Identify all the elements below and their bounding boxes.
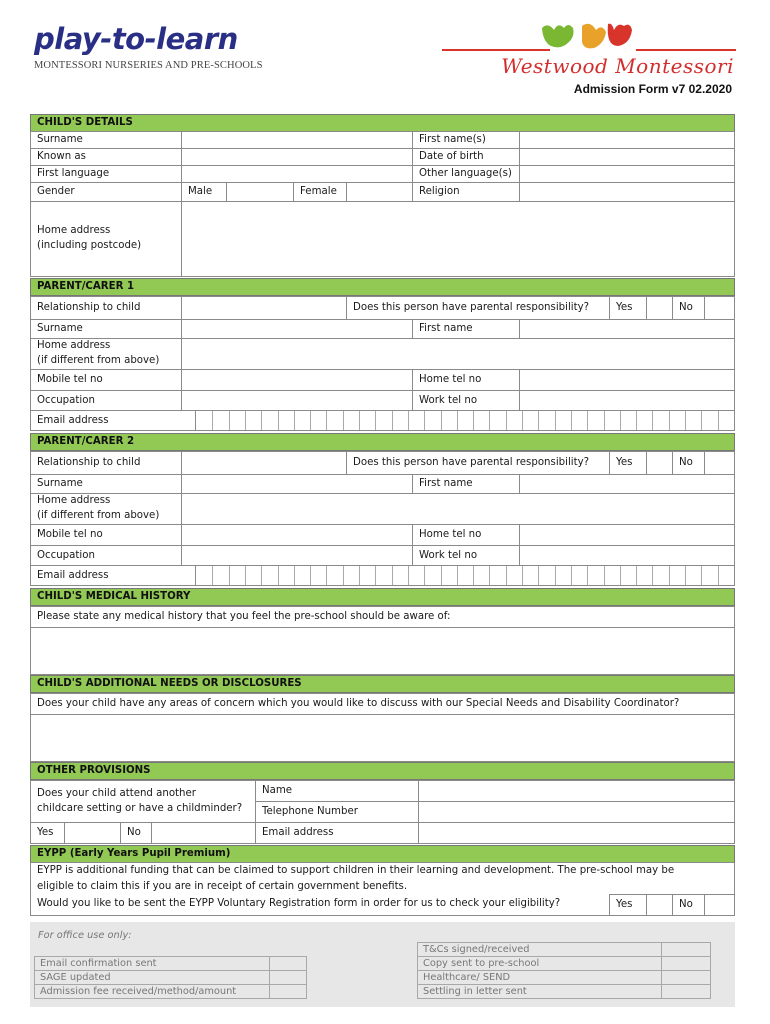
additional-needs-field[interactable]: [30, 714, 735, 762]
p2-home-address-field[interactable]: [181, 493, 735, 525]
surname-label: Surname: [30, 131, 182, 149]
p2-work-tel-label: Work tel no: [412, 545, 520, 566]
provider-telephone-field[interactable]: [418, 801, 735, 823]
office-sage-box[interactable]: [269, 970, 307, 985]
child-home-address-field[interactable]: [181, 201, 735, 277]
p1-mobile-field[interactable]: [181, 369, 413, 391]
email-char-box: [636, 411, 652, 430]
email-char-box: [669, 566, 685, 585]
email-char-box: [538, 411, 554, 430]
section-medical-history: CHILD'S MEDICAL HISTORY: [30, 588, 735, 606]
email-char-box: [522, 566, 538, 585]
provisions-no-label: No: [120, 822, 152, 844]
email-char-box: [359, 411, 375, 430]
email-char-box: [457, 411, 473, 430]
section-other-provisions: OTHER PROVISIONS: [30, 762, 735, 780]
email-char-box: [392, 566, 408, 585]
email-char-box: [734, 411, 735, 430]
office-copy-sent-box[interactable]: [661, 956, 711, 971]
p2-responsibility-question: Does this person have parental responsibility?: [346, 451, 610, 475]
email-char-box: [718, 411, 734, 430]
gender-male-label: Male: [181, 182, 227, 202]
email-char-box: [620, 411, 636, 430]
office-settling-label: Settling in letter sent: [417, 984, 662, 999]
p1-home-tel-label: Home tel no: [412, 369, 520, 391]
email-char-box: [359, 566, 375, 585]
provisions-yes-label: Yes: [30, 822, 65, 844]
provisions-yes-box[interactable]: [64, 822, 121, 844]
section-parent-carer-1: PARENT/CARER 1: [30, 278, 735, 296]
office-tcs-box[interactable]: [661, 942, 711, 957]
email-char-box: [392, 411, 408, 430]
religion-label: Religion: [412, 182, 520, 202]
form-title: Admission Form v7 02.2020: [573, 82, 732, 96]
gender-female-label: Female: [293, 182, 347, 202]
email-char-box: [571, 566, 587, 585]
email-char-box: [506, 566, 522, 585]
p1-responsibility-yes-label: Yes: [609, 296, 647, 320]
email-char-box: [343, 566, 359, 585]
email-char-box: [555, 411, 571, 430]
provider-email-label: Email address: [255, 822, 419, 844]
p1-email-label: Email address: [30, 410, 196, 431]
email-char-box: [506, 411, 522, 430]
eypp-no-box[interactable]: [704, 894, 735, 916]
email-char-box: [278, 411, 294, 430]
child-religion-field[interactable]: [519, 182, 735, 202]
child-other-languages-field[interactable]: [519, 165, 735, 183]
email-char-box: [278, 566, 294, 585]
email-char-box: [652, 566, 668, 585]
section-additional-needs: CHILD'S ADDITIONAL NEEDS OR DISCLOSURES: [30, 675, 735, 693]
p2-mobile-label: Mobile tel no: [30, 524, 182, 546]
email-char-box: [555, 566, 571, 585]
p1-surname-label: Surname: [30, 319, 182, 339]
p2-work-tel-field[interactable]: [519, 545, 735, 566]
p1-first-name-label: First name: [412, 319, 520, 339]
email-char-box: [375, 566, 391, 585]
p2-first-name-field[interactable]: [519, 474, 735, 494]
email-char-box: [294, 566, 310, 585]
email-char-box: [489, 566, 505, 585]
p2-responsibility-yes-box[interactable]: [646, 451, 673, 475]
p1-responsibility-question: Does this person have parental responsibility?: [346, 296, 610, 320]
office-copy-sent-label: Copy sent to pre-school: [417, 956, 662, 971]
p1-relationship-label: Relationship to child: [30, 296, 182, 320]
p1-surname-field[interactable]: [181, 319, 413, 339]
p2-responsibility-no-label: No: [672, 451, 705, 475]
p2-email-label: Email address: [30, 565, 196, 586]
other-languages-label: Other language(s): [412, 165, 520, 183]
p2-relationship-field[interactable]: [181, 451, 347, 475]
p2-occupation-field[interactable]: [181, 545, 413, 566]
email-char-box: [718, 566, 734, 585]
email-char-box: [229, 411, 245, 430]
email-char-box: [212, 566, 228, 585]
child-home-address-label: Home address (including postcode): [30, 201, 182, 277]
office-email-confirmation-box[interactable]: [269, 956, 307, 971]
section-parent-carer-2: PARENT/CARER 2: [30, 433, 735, 451]
provisions-question: Does your child attend another childcare setting or have a childminder?: [30, 780, 256, 823]
provisions-no-box[interactable]: [151, 822, 256, 844]
p2-home-tel-field[interactable]: [519, 524, 735, 546]
gender-male-box[interactable]: [226, 182, 294, 202]
p1-occupation-label: Occupation: [30, 390, 182, 411]
brand-name: play-to-learn: [34, 22, 238, 56]
first-names-label: First name(s): [412, 131, 520, 149]
p1-responsibility-yes-box[interactable]: [646, 296, 673, 320]
office-admission-fee-label: Admission fee received/method/amount: [34, 984, 270, 999]
office-settling-box[interactable]: [661, 984, 711, 999]
p2-occupation-label: Occupation: [30, 545, 182, 566]
p2-surname-label: Surname: [30, 474, 182, 494]
brand-subtitle: MONTESSORI NURSERIES AND PRE-SCHOOLS: [34, 60, 263, 71]
p2-responsibility-no-box[interactable]: [704, 451, 735, 475]
email-char-box: [669, 411, 685, 430]
p2-mobile-field[interactable]: [181, 524, 413, 546]
office-healthcare-label: Healthcare/ SEND: [417, 970, 662, 985]
p1-home-tel-field[interactable]: [519, 369, 735, 391]
email-char-box: [571, 411, 587, 430]
p1-relationship-field[interactable]: [181, 296, 347, 320]
p1-work-tel-field[interactable]: [519, 390, 735, 411]
play-to-learn-logo: [34, 22, 263, 71]
additional-needs-prompt: Does your child have any areas of concern which you would like to discuss with our Special Needs and Disability Coordinator?: [30, 693, 735, 715]
email-char-box: [522, 411, 538, 430]
office-email-confirmation-label: Email confirmation sent: [34, 956, 270, 971]
known-as-label: Known as: [30, 148, 182, 166]
provider-name-field[interactable]: [418, 780, 735, 802]
child-first-language-field[interactable]: [181, 165, 413, 183]
email-char-box: [261, 566, 277, 585]
gender-female-box[interactable]: [346, 182, 413, 202]
gender-label: Gender: [30, 182, 182, 202]
child-dob-field[interactable]: [519, 148, 735, 166]
email-char-box: [245, 566, 261, 585]
email-char-box: [489, 411, 505, 430]
email-char-box: [294, 411, 310, 430]
email-char-box: [652, 411, 668, 430]
section-eypp: EYPP (Early Years Pupil Premium): [30, 845, 735, 863]
medical-history-field[interactable]: [30, 627, 735, 675]
email-char-box: [326, 411, 342, 430]
email-char-box: [343, 411, 359, 430]
dob-label: Date of birth: [412, 148, 520, 166]
office-tcs-label: T&Cs signed/received: [417, 942, 662, 957]
p2-home-tel-label: Home tel no: [412, 524, 520, 546]
office-use-panel: [30, 922, 735, 1007]
eypp-yes-label: Yes: [609, 894, 647, 916]
email-char-box: [310, 411, 326, 430]
eypp-no-label: No: [672, 894, 705, 916]
email-char-box: [734, 566, 735, 585]
first-language-label: First language: [30, 165, 182, 183]
email-char-box: [457, 566, 473, 585]
p1-mobile-label: Mobile tel no: [30, 369, 182, 391]
office-healthcare-box[interactable]: [661, 970, 711, 985]
eypp-yes-box[interactable]: [646, 894, 673, 916]
medical-history-prompt: Please state any medical history that you feel the pre-school should be aware of:: [30, 606, 735, 628]
email-char-box: [587, 411, 603, 430]
p2-surname-field[interactable]: [181, 474, 413, 494]
email-char-box: [408, 411, 424, 430]
p1-first-name-field[interactable]: [519, 319, 735, 339]
provider-telephone-label: Telephone Number: [255, 801, 419, 823]
email-char-box: [441, 566, 457, 585]
p1-work-tel-label: Work tel no: [412, 390, 520, 411]
p1-occupation-field[interactable]: [181, 390, 413, 411]
office-sage-label: SAGE updated: [34, 970, 270, 985]
email-char-box: [685, 411, 701, 430]
email-char-box: [375, 411, 391, 430]
email-char-box: [408, 566, 424, 585]
email-char-box: [701, 411, 717, 430]
child-known-as-field[interactable]: [181, 148, 413, 166]
office-use-title: For office use only:: [38, 930, 132, 941]
child-first-names-field[interactable]: [519, 131, 735, 149]
email-char-box: [229, 566, 245, 585]
email-char-box: [604, 411, 620, 430]
child-surname-field[interactable]: [181, 131, 413, 149]
section-childs-details: CHILD'S DETAILS: [30, 114, 735, 132]
email-char-box: [636, 566, 652, 585]
office-admission-fee-box[interactable]: [269, 984, 307, 999]
email-char-box: [587, 566, 603, 585]
p2-responsibility-yes-label: Yes: [609, 451, 647, 475]
p1-responsibility-no-label: No: [672, 296, 705, 320]
p1-home-address-label: Home address (if different from above): [30, 338, 182, 370]
provider-name-label: Name: [255, 780, 419, 802]
p1-responsibility-no-box[interactable]: [704, 296, 735, 320]
email-char-box: [245, 411, 261, 430]
email-char-box: [212, 411, 228, 430]
p2-home-address-label: Home address (if different from above): [30, 493, 182, 525]
email-char-box: [326, 566, 342, 585]
p2-email-field[interactable]: [195, 565, 735, 586]
email-char-box: [441, 411, 457, 430]
p2-relationship-label: Relationship to child: [30, 451, 182, 475]
westwood-logo-text: Westwood Montessori: [501, 54, 734, 78]
email-char-box: [424, 411, 440, 430]
email-char-box: [701, 566, 717, 585]
email-char-box: [261, 411, 277, 430]
email-char-box: [473, 411, 489, 430]
provider-email-field[interactable]: [418, 822, 735, 844]
email-char-box: [685, 566, 701, 585]
p1-email-field[interactable]: [195, 410, 735, 431]
email-char-box: [424, 566, 440, 585]
p1-home-address-field[interactable]: [181, 338, 735, 370]
westwood-montessori-logo: [442, 20, 736, 78]
email-char-box: [620, 566, 636, 585]
email-char-box: [310, 566, 326, 585]
p2-first-name-label: First name: [412, 474, 520, 494]
email-char-box: [473, 566, 489, 585]
eypp-info: EYPP is additional funding that can be claimed to support children in their learning and development. The pre-school may be eligible to claim this if you are in receipt of certain government benefits. Would you like to be sent the EYPP Voluntary Registration form in order for us to check your eligibility?: [30, 862, 735, 916]
email-char-box: [538, 566, 554, 585]
email-char-box: [604, 566, 620, 585]
